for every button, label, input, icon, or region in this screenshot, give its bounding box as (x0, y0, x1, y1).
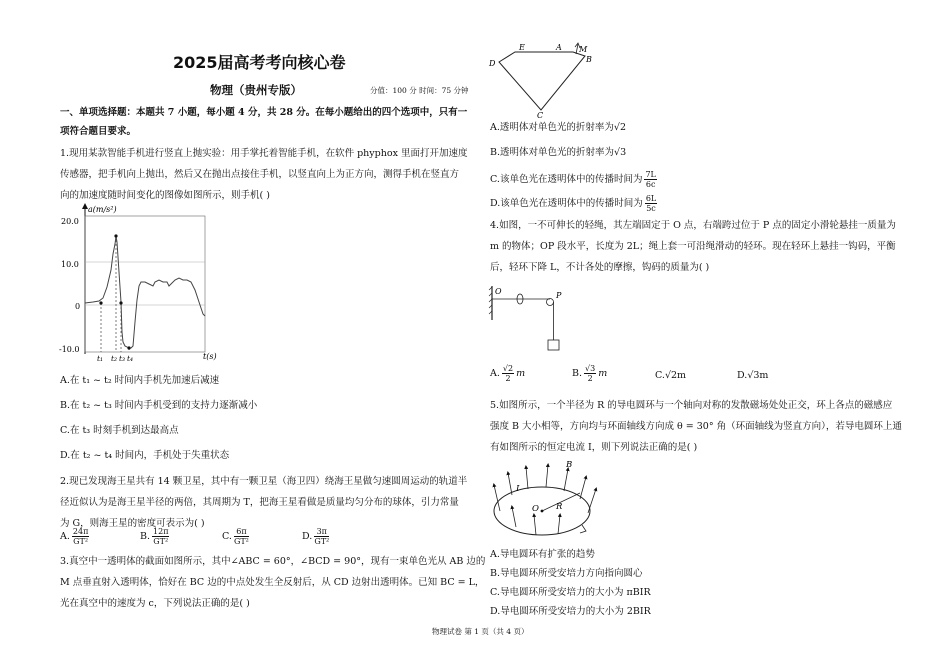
y-tick-label: -10.0 (59, 345, 80, 354)
q3-option-a[interactable] (490, 121, 626, 135)
option-value: √3m (747, 370, 769, 381)
label-p: P (556, 291, 562, 300)
q1-line: 向的加速度随时间变化的图像如图所示，则手机( ) (60, 190, 270, 201)
option-a[interactable]: A.导电圆环有扩张的趋势 (490, 549, 595, 560)
y-tick-label: 20.0 (61, 217, 79, 226)
label-c: C (537, 111, 544, 120)
y-tick-label: 10.0 (61, 260, 79, 269)
y-tick-label: 0 (75, 302, 81, 311)
q2-option-a[interactable] (60, 527, 91, 546)
question-5-options (490, 548, 651, 619)
label-r: R (556, 502, 563, 512)
exam-title: 2025届高考考向核心卷 (173, 53, 346, 72)
option-label: C. (222, 531, 232, 542)
q3-line: 光在真空中的速度为 c，下列说法正确的是( ) (60, 598, 250, 609)
option-value: m (516, 368, 526, 379)
option-label: A. (60, 531, 70, 542)
option-a[interactable]: A.在 t₁ ~ t₂ 时间内手机先加速后减速 (60, 375, 220, 386)
frac-num: 12π (153, 527, 169, 536)
frac-den: GT² (233, 537, 249, 546)
option-value: √3 (614, 147, 627, 158)
label-i: I (516, 484, 520, 494)
q2-line: 径近似认为是海王星半径的两倍，其周期为 T，把海王星看做是质量均匀分布的球体，引力常量 (60, 497, 459, 508)
q4-option-b[interactable] (572, 364, 607, 383)
option-text: D.该单色光在透明体中的传播时间为 (490, 198, 643, 209)
label-o: O (495, 287, 502, 296)
q2-option-b[interactable] (140, 527, 171, 546)
q5-ring-field-diagram (486, 457, 606, 545)
question-1-options (60, 374, 257, 463)
frac-den: 5c (646, 204, 656, 213)
acceleration-time-graph (55, 202, 225, 364)
q4-option-d[interactable] (737, 369, 768, 383)
x-axis-label: t(s) (203, 352, 217, 361)
question-5-stem (490, 395, 902, 458)
q3-line: 3.真空中一透明体的截面如图所示，其中∠ABC = 60°，∠BCD = 90°，现有一束单色光从 AB 边的 (60, 556, 486, 567)
q2-line: 为 G，则海王星的密度可表示为( ) (60, 518, 205, 529)
q3-prism-diagram (485, 40, 600, 120)
prism-outline (499, 52, 585, 110)
q1-line: 传感器，把手机向上抛出，然后又在抛出点接住手机，以竖直向上为正方向，测得手机在竖直方 (60, 169, 460, 180)
q3-line: M 点垂直射入透明体，恰好在 BC 边的中点处发生全反射后，从 CD 边射出透明体。已知 BC = L， (60, 577, 485, 588)
frac-num: 6L (645, 194, 657, 203)
option-label: D. (302, 531, 313, 542)
frac-num: √2 (502, 364, 514, 373)
q5-line: 5.如图所示，一个半径为 R 的导电圆环与一个轴向对称的发散磁场处处正交，环上各点的磁感应 (490, 400, 893, 411)
subject-title: 物理（贵州专版） (210, 83, 302, 97)
q3-option-b[interactable] (490, 146, 626, 160)
t-mark: t₁ (97, 354, 104, 363)
frac-den: GT² (314, 537, 330, 546)
t-mark: t₂ (111, 354, 118, 363)
q4-option-c[interactable] (655, 369, 686, 383)
label-o: O (532, 504, 539, 514)
option-value: m (598, 368, 608, 379)
q1-line: 1.现用某款智能手机进行竖直上抛实验：用手掌托着智能手机，在软件 phyphox 里面打开加速度 (60, 148, 468, 159)
option-label: D. (737, 370, 748, 381)
label-e: E (519, 43, 525, 52)
q5-line: 强度 B 大小相等，方向均与环面轴线方向成 θ = 30° 角（环面轴线为竖直方向），若导电圆环上通 (490, 421, 902, 432)
frac-num: 24π (72, 527, 89, 536)
page-footer: 物理试卷 第 1 页（共 4 页） (432, 627, 529, 636)
label-d: D (489, 59, 496, 68)
q4-line: m 的物体；OP 段水平，长度为 2L；绳上套一可沿绳滑动的轻环。现在轻环上悬挂一钩码，平衡 (490, 241, 896, 252)
question-2-stem (60, 471, 467, 534)
frac-den: 2 (587, 374, 593, 383)
t-mark: t₄ (127, 354, 134, 363)
q2-option-c[interactable] (222, 527, 251, 546)
y-axis-label: a(m/s²) (88, 205, 117, 214)
frac-num: 7L (645, 170, 656, 179)
frac-den: 2 (505, 374, 511, 383)
option-label: A. (490, 368, 500, 379)
option-b[interactable]: B.在 t₂ ~ t₃ 时间内手机受到的支持力逐渐减小 (60, 400, 258, 411)
pulley (547, 299, 554, 306)
question-3-stem (60, 551, 485, 614)
q4-option-a[interactable] (490, 364, 525, 383)
label-b: B (586, 55, 592, 64)
q5-line: 有如图所示的恒定电流 I，则下列说法正确的是( ) (490, 442, 698, 453)
section-heading-cont: 项符合题目要求。 (60, 126, 137, 137)
q4-line: 后，轻环下降 L，不计各处的摩擦，钩码的质量为( ) (490, 262, 710, 273)
question-1-stem (60, 143, 467, 206)
label-b: B (566, 460, 573, 470)
q3-option-c[interactable] (490, 170, 659, 189)
option-label: B. (140, 531, 151, 542)
frac-num: √3 (585, 364, 596, 373)
frac-den: 6c (645, 180, 656, 189)
option-b[interactable]: B.导电圆环所受安培力方向指向圆心 (490, 568, 643, 579)
option-d[interactable]: D.导电圆环所受安培力的大小为 2BIR (490, 606, 651, 617)
option-value: √2m (664, 370, 687, 381)
option-d[interactable]: D.在 t₂ ~ t₄ 时间内，手机处于失重状态 (60, 450, 230, 461)
label-a: A (556, 43, 562, 52)
option-label: B. (572, 368, 583, 379)
label-m: M (579, 45, 588, 54)
option-label: C. (655, 370, 665, 381)
q4-line: 4.如图，一不可伸长的轻绳，其左端固定于 O 点，右端跨过位于 P 点的固定小滑轮悬挂一质量为 (490, 220, 896, 231)
frac-den: GT² (73, 537, 89, 546)
frac-num: 3π (314, 527, 329, 537)
question-4-stem (490, 215, 896, 278)
option-text: C.该单色光在透明体中的传播时间为 (490, 174, 643, 185)
q2-line: 2.现已发现海王星共有 14 颗卫星，其中有一颗卫星（海卫四）绕海王星做匀速圆周运动的轨道半 (60, 476, 468, 487)
option-text: A.透明体对单色光的折射率为 (490, 122, 614, 133)
q3-option-d[interactable] (490, 194, 659, 213)
acceleration-curve (85, 236, 205, 348)
score-time: 分值：100 分 时间：75 分钟 (370, 86, 469, 95)
option-value: √2 (613, 122, 626, 133)
option-c[interactable]: C.在 t₃ 时刻手机到达最高点 (60, 425, 179, 436)
frac-den: GT² (153, 537, 169, 546)
frac-num: 6π (234, 527, 249, 537)
mass-block (548, 340, 559, 350)
section-heading: 一、单项选择题：本题共 7 小题，每小题 4 分，共 28 分。在每小题给出的四个选项中，只有一 (60, 107, 468, 118)
q4-rope-pulley-diagram (488, 282, 568, 354)
plot-frame (85, 216, 205, 352)
option-c[interactable]: C.导电圆环所受安培力的大小为 πBIR (490, 587, 651, 598)
t-mark: t₃ (119, 354, 126, 363)
option-text: B.透明体对单色光的折射率为 (490, 147, 615, 158)
q2-option-d[interactable] (302, 527, 331, 546)
